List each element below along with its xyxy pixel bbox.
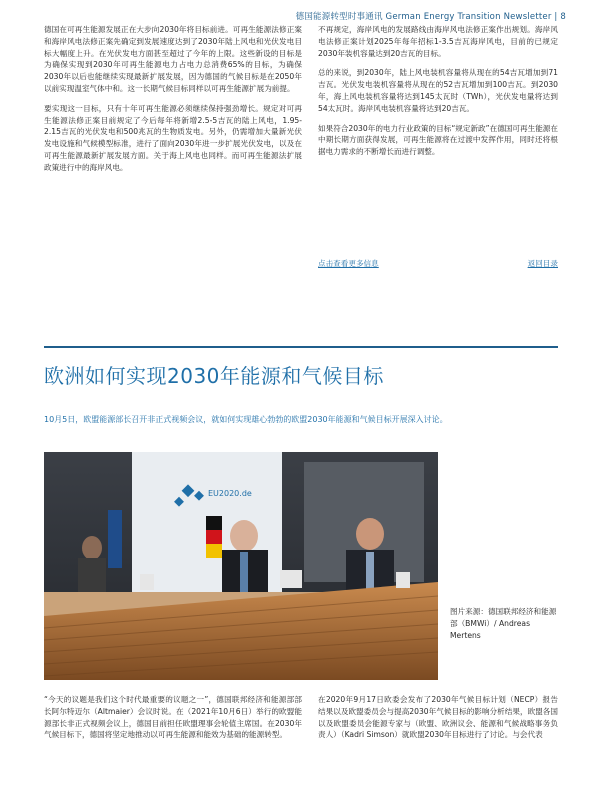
paragraph: 德国在可再生能源发展正在大步向2030年将目标前进。可再生能源法修正案和海岸风电法修正案先确定到发展速度达到了2030年陆上风电和光伏发电目标大幅度上升。在光伏发电方面甚至超过了今年的上限。这些新设的目标是为确保实现到2030年可再生能源电力占电力总消费65%的目标，为确保2030年以后也能继续实现最新扩展发展，因为德国的气候目标是在2050年以前实现温室气体中和。这一长期气候目标同样以可再生能源扩展为前提。 [44,25,302,93]
more-info-link[interactable]: 点击查看更多信息 [318,259,379,268]
paragraph: “今天的议题是我们这个时代最重要的议题之一”，德国联邦经济和能源部部长阿尔特迈尔（Altmaier）会议时说。在（2021年10月6日）举行的欧盟能源部长非正式视频会议上，德国目前担任欧盟理事会轮值主席国。在2030年气候目标下，德国将坚定地推动以可再生能源和能效为基础的能源转型。 [44,695,302,740]
section-divider [44,346,558,348]
right-column-bottom [318,694,558,749]
link-row [318,258,558,269]
back-to-contents-link[interactable]: 返回目录 [527,259,558,268]
paragraph: 要实现这一目标，只有十年可再生能源必须继续保持强劲增长。规定对可再生能源法修正案目前规定了今后每年将新增2.5-5吉瓦的陆上风电，1.95-2.15吉瓦的光伏发电和500兆瓦的生物质发电。另外，仍需增加大量新光伏发电设施和气候模型标准，进行了面向2030年进一步扩展光伏发电，以及在可再生能源最新扩展发展方面。关于海上风电也同样。而可再生能源法扩展政策进行中的海岸风电。 [44,103,302,172]
right-column-top [318,24,558,166]
left-column-top [44,24,302,182]
paragraph: 不再规定，海岸风电的发展路线由海岸风电法修正案作出规划。海岸风电法修正案计划2025年每年招标1-3.5吉瓦海岸风电，目前的已规定2030年装机容量达到20吉瓦的目标。 [318,25,558,58]
paragraph: 在2020年9月17日欧委会发布了2030年气候目标计划（NECP）报告结果以及欧盟委员会与提高2030年气候目标的影响分析结果，欧盟各国以及欧盟委员会能源专家与（欧盟、欧洲议会、能源和气候战略事务负责人）（Kadri Simson）就欧盟2030年目标进行了讨论。与会代表 [318,695,558,740]
conference-photo [44,452,438,680]
newsletter-header: 德国能源转型时事通讯 German Energy Transition Newsletter | 8 [295,12,566,22]
conference-photo-illustration [44,452,438,680]
section-title: 欧洲如何实现2030年能源和气候目标 [44,364,384,388]
section-intro: 10月5日，欧盟能源部长召开非正式视频会议，就如何实现雄心勃勃的欧盟2030年能源和气候目标开展深入讨论。 [44,415,448,424]
paragraph: 总的来说，到2030年，陆上风电装机容量将从现在的54吉瓦增加到71吉瓦。光伏发电装机容量将从现在的52吉瓦增加到100吉瓦。到2030年，海上风电装机容量将达到145太瓦时（TWh），光伏发电量将达到54太瓦时。海岸风电装机容量将达到20吉瓦。 [318,68,558,113]
photo-caption: 图片来源：德国联邦经济和能源部（BMWi）/ Andreas Mertens [450,607,557,640]
left-column-bottom [44,694,302,749]
backdrop-logo-text: EU2020.de [208,489,252,498]
paragraph: 如果符合2030年的电力行业政策的目标“规定新政”在德国可再生能源在中期长期方面获得发展，可再生能源将在过渡中发挥作用，同时还将根据电力需求的不断增长而进行调整。 [318,123,558,157]
